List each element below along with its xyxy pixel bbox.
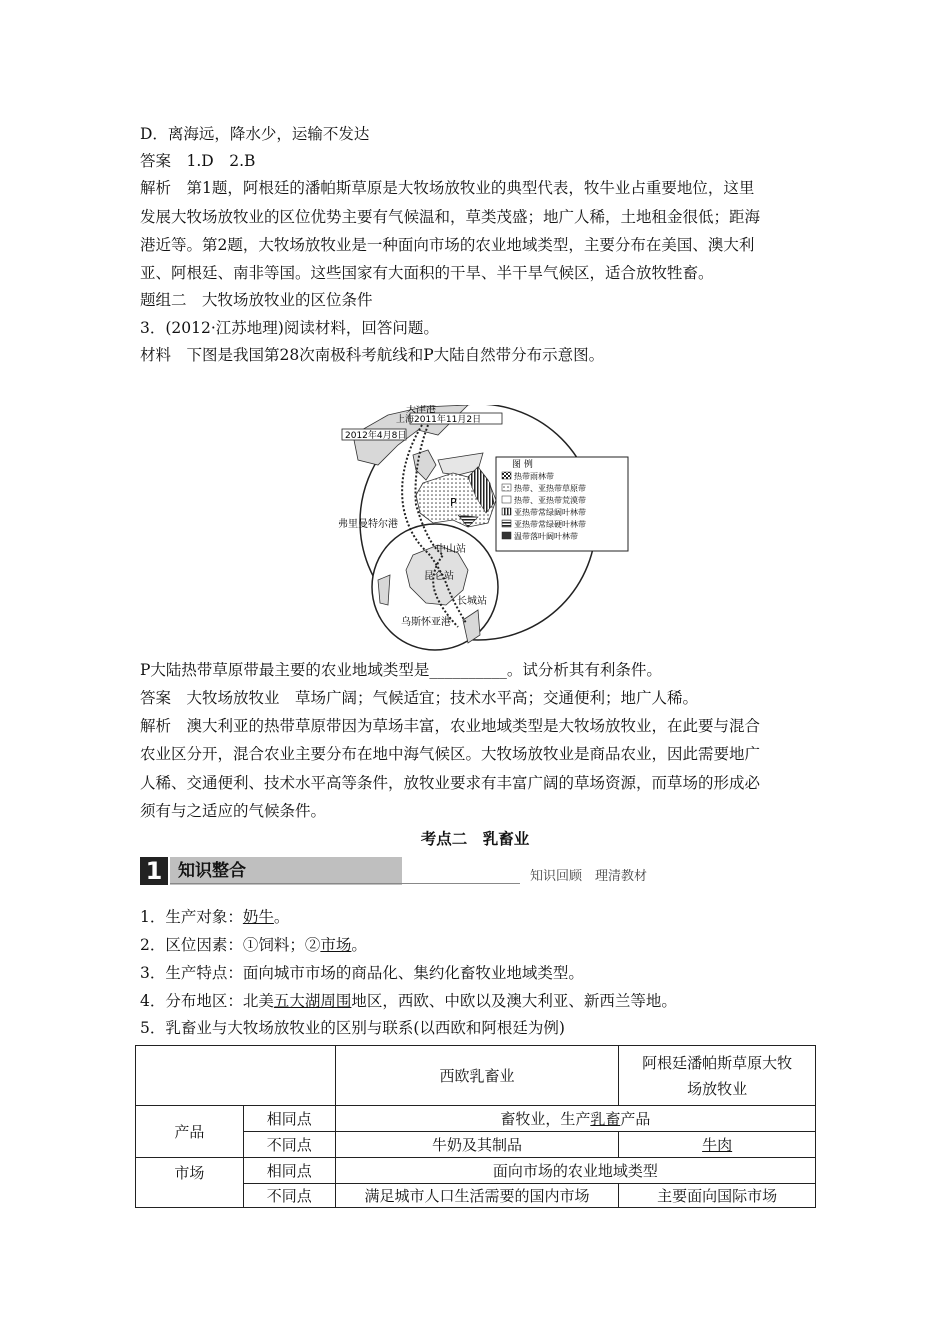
banner-subtitle: 知识回顾 理清教材 [530,869,648,884]
port-tianjin-label: 天津港 [406,405,436,415]
analysis-line: 亚、阿根廷、南非等国。这些国家有大面积的干旱、半干旱气候区，适合放牧牲畜。 [140,264,714,282]
table-row [136,1046,816,1106]
banner-number: 1 [140,857,168,885]
product-diff-argentina: 牛肉 [619,1132,816,1158]
analysis-line: 发展大牧场放牧业的区位优势主要有气候温和，草类茂盛；地广人稀，土地租金很低；距海 [140,208,761,226]
table-row [136,1106,816,1132]
market-same-cell: 面向市场的农业地域类型 [335,1158,815,1184]
legend-item: 温带落叶阔叶林带 [514,532,578,541]
analysis-line: 解析 澳大利亚的热带草原带因为草场丰富，农业地域类型是大牧场放牧业，在此要与混合 [140,717,761,735]
diff-point-label: 不同点 [243,1184,335,1208]
point-1: 1．生产对象：奶牛。 [140,908,290,926]
port-fremantle-label: 弗里曼特尔港 [338,519,398,530]
analysis-line: 须有与之适应的气候条件。 [140,802,327,820]
answer-line: 答案 1.D 2.B [140,152,256,170]
continent-p-label: P [450,496,457,509]
diff-point-label: 不同点 [243,1132,335,1158]
date-end-label: 2012年4月8日 [345,431,407,441]
product-same-cell: 畜牧业，生产乳畜产品 [335,1106,815,1132]
same-point-label: 相同点 [243,1158,335,1184]
point-3: 3．生产特点：面向城市市场的商品化、集约化畜牧业地域类型。 [140,964,584,982]
point-4: 4．分布地区：北美五大湖周围地区，西欧、中欧以及澳大利亚、新西兰等地。 [140,992,677,1010]
point-2: 2．区位因素：①饲料；②市场。 [140,936,367,954]
same-point-label: 相同点 [243,1106,335,1132]
table-row [136,1158,816,1184]
header-west-europe: 西欧乳畜业 [335,1046,619,1106]
date-start-label: 2011年11月2日 [414,415,482,425]
question-group-title: 题组二 大牧场放牧业的区位条件 [140,291,373,309]
legend-title: 图 例 [512,460,533,470]
comparison-table [135,1045,816,1208]
legend-item: 亚热带常绿硬叶林带 [514,520,586,529]
legend-item: 热带、亚热带草原带 [514,484,586,493]
knowledge-banner [140,857,648,885]
header-argentina: 阿根廷潘帕斯草原大牧 场放牧业 [619,1046,816,1106]
analysis-line: 人稀、交通便利、技术水平高等条件，放牧业要求有丰富广阔的草场资源，而草场的形成必 [140,774,761,792]
market-diff-west-europe: 满足城市人口生活需要的国内市场 [335,1184,619,1208]
market-diff-argentina: 主要面向国际市场 [619,1184,816,1208]
material-caption: 材料 下图是我国第28次南极科考航线和P大陆自然带分布示意图。 [140,346,605,364]
answer-line: 答案 大牧场放牧业 草场广阔；气候适宜；技术水平高；交通便利；地广人稀。 [140,689,699,707]
analysis-line: 解析 第1题，阿根廷的潘帕斯草原是大牧场放牧业的典型代表，牧牛业占重要地位，这里 [140,179,755,197]
station-changcheng-label: 长城站 [457,596,487,607]
product-diff-west-europe: 牛奶及其制品 [335,1132,619,1158]
row-label-market: 市场 [136,1158,244,1208]
port-shanghai-label: 上海 [396,415,415,425]
antarctic-route-map [318,405,634,651]
question-3-stem: 3．(2012·江苏地理)阅读材料，回答问题。 [140,319,439,337]
row-label-product: 产品 [136,1106,244,1158]
section-title: 考点二 乳畜业 [420,829,530,848]
station-kunlun-label: 昆仑站 [424,571,454,582]
point-5: 5．乳畜业与大牧场放牧业的区别与联系(以西欧和阿根廷为例) [140,1019,565,1037]
analysis-line: 港近等。第2题，大牧场放牧业是一种面向市场的农业地域类型，主要分布在美国、澳大利 [140,236,755,254]
question-3-prompt: P大陆热带草原带最主要的农业地域类型是__________。试分析其有利条件。 [140,661,662,679]
analysis-line: 农业区分开，混合农业主要分布在地中海气候区。大牧场放牧业是商品农业，因此需要地广 [140,745,761,763]
station-zhongshan-label: 中山站 [436,544,466,555]
banner-label: 知识整合 [170,857,402,885]
legend-item: 热带、亚热带荒漠带 [514,496,586,505]
legend-item: 热带雨林带 [514,472,554,481]
legend-item: 亚热带常绿阔叶林带 [514,508,586,517]
option-d-text: D．离海远，降水少，运输不发达 [140,125,370,143]
port-ushuaia-label: 乌斯怀亚港 [401,617,451,628]
